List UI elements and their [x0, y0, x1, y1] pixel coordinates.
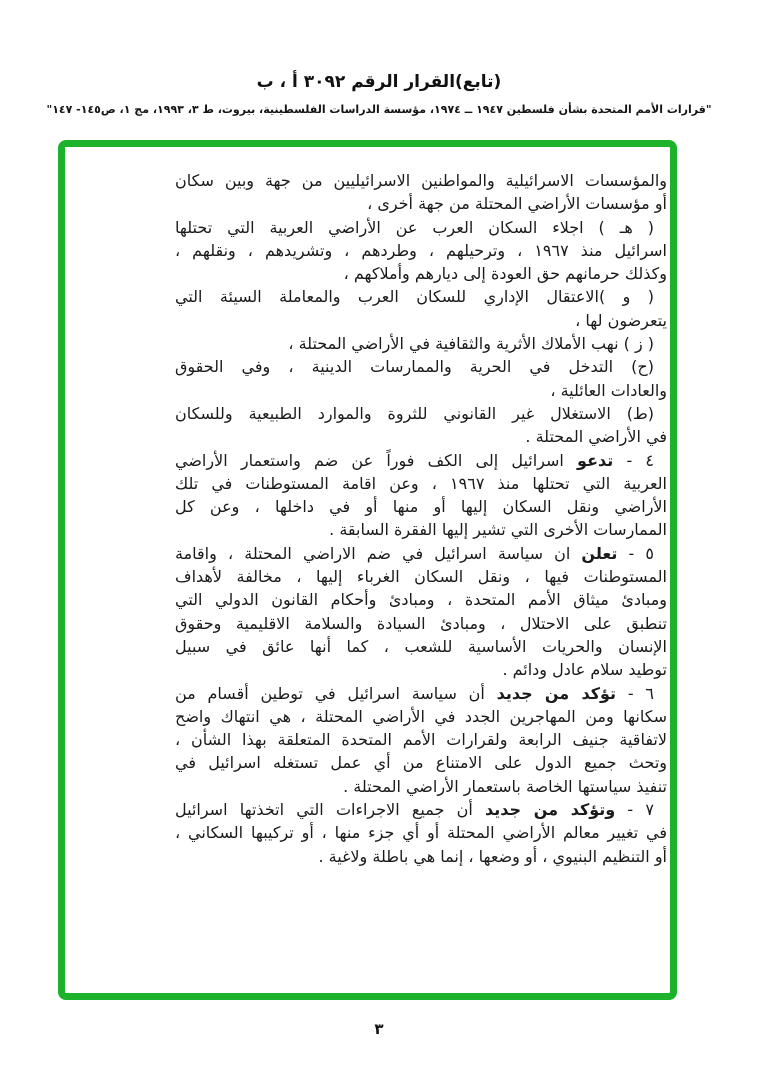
text-line: تنفيذ سياستها الخاصة باستعمار الأراضي المحتلة . [343, 776, 667, 796]
text-line: الممارسات الأخرى التي تشير إليها الفقرة السابقة . [329, 520, 667, 540]
text-line: يتعرضون لها ، [575, 310, 667, 330]
text-line: في الأراضي المحتلة . [525, 427, 667, 447]
text-line: والمؤسسات الاسرائيلية والمواطنين الاسرائيليين من جهة وبين سكان [175, 171, 667, 190]
text-line: توطيد سلام عادل ودائم . [502, 660, 667, 680]
text-line: أو مؤسسات الأراضي المحتلة من جهة أخرى ، [367, 194, 667, 214]
text-line: المستوطنات فيها ، ونقل السكان الغرباء إليها ، مخالفة لأهداف [175, 567, 667, 587]
text-line: ( و )الاعتقال الإداري للسكان العرب والمعاملة السيئة التي [175, 287, 654, 307]
text-line: أو التنظيم البنيوي ، أو وضعها ، إنما هي باطلة ولاغية . [318, 846, 667, 866]
resolution-text [175, 169, 667, 868]
text-line: (ط) الاستغلال غير القانوني للثروة والموارد الطبيعية وللسكان [175, 403, 654, 423]
text-line: الأراضي ونقل السكان إليها أو منها أو في داخلها ، وعن كل [175, 497, 667, 517]
source-citation: "قرارات الأمم المتحدة بشأن فلسطين ١٩٤٧ ــ ١٩٧٤، مؤسسة الدراسات الفلسطينية، بيروت، ط ٣، ١٩٩٣، مج ١، ص١٤٥- ١٤٧" [46, 103, 712, 116]
resolution-title: (تابع)القرار الرقم ٣٠٩٢ أ ، ب [256, 72, 502, 92]
text-line: (ح) التدخل في الحرية والممارسات الدينية ، وفي الحقوق [175, 357, 654, 377]
text-line: العربية التي تحتلها منذ ١٩٦٧ ، وعن اقامة المستوطنات في تلك [175, 473, 667, 493]
text-line: سكانها ومن المهاجرين الجدد في الأراضي المحتلة ، هي انتهاك واضح [175, 706, 667, 726]
page-number: ٣ [374, 1020, 384, 1038]
text-line: ومبادئ ميثاق الأمم المتحدة ، ومبادئ وأحكام القانون الدولي التي [175, 590, 667, 610]
text-line: اسرائيل منذ ١٩٦٧ ، وترحيلهم ، وطردهم ، وتشريدهم ، ونقلهم ، [175, 240, 667, 260]
text-line: ٦ - تؤكد من جديد أن سياسة اسرائيل في توطين أقسام من [175, 683, 655, 703]
text-line: ( هـ ) اجلاء السكان العرب عن الأراضي العربية التي تحتلها [175, 217, 654, 237]
text-line: ٧ - وتؤكد من جديد أن جميع الاجراءات التي اتخذتها اسرائيل [175, 800, 655, 820]
document-frame [58, 140, 677, 1000]
text-line: ( ز ) نهب الأملاك الأثرية والثقافية في الأراضي المحتلة ، [288, 334, 654, 354]
text-line: ٤ - تدعو اسرائيل إلى الكف فوراً عن ضم واستعمار الأراضي [175, 450, 654, 470]
page-header [0, 0, 758, 116]
text-line: الإنسان والحريات الأساسية للشعب ، كما أنها عائق في سبيل [175, 636, 667, 656]
text-line: تنطبق على الاحتلال ، ومبادئ السيادة والسلامة الاقليمية وحقوق [175, 613, 667, 633]
text-line: لاتفاقية جنيف الرابعة ولقرارات الأمم المتحدة المتعلقة بهذا الشأن ، [175, 730, 667, 750]
text-line: ٥ - تعلن ان سياسة اسرائيل في ضم الاراضي المحتلة ، واقامة [175, 543, 655, 563]
text-line: والعادات العائلية ، [550, 380, 667, 400]
text-line: وكذلك حرمانهم حق العودة إلى ديارهم وأملاكهم ، [343, 264, 667, 284]
text-line: في تغيير معالم الأراضي المحتلة أو أي جزء منها ، أو تركيبها السكاني ، [175, 823, 667, 843]
text-line: وتحث جميع الدول على الامتناع من أي عمل تستغله اسرائيل في [175, 753, 667, 773]
